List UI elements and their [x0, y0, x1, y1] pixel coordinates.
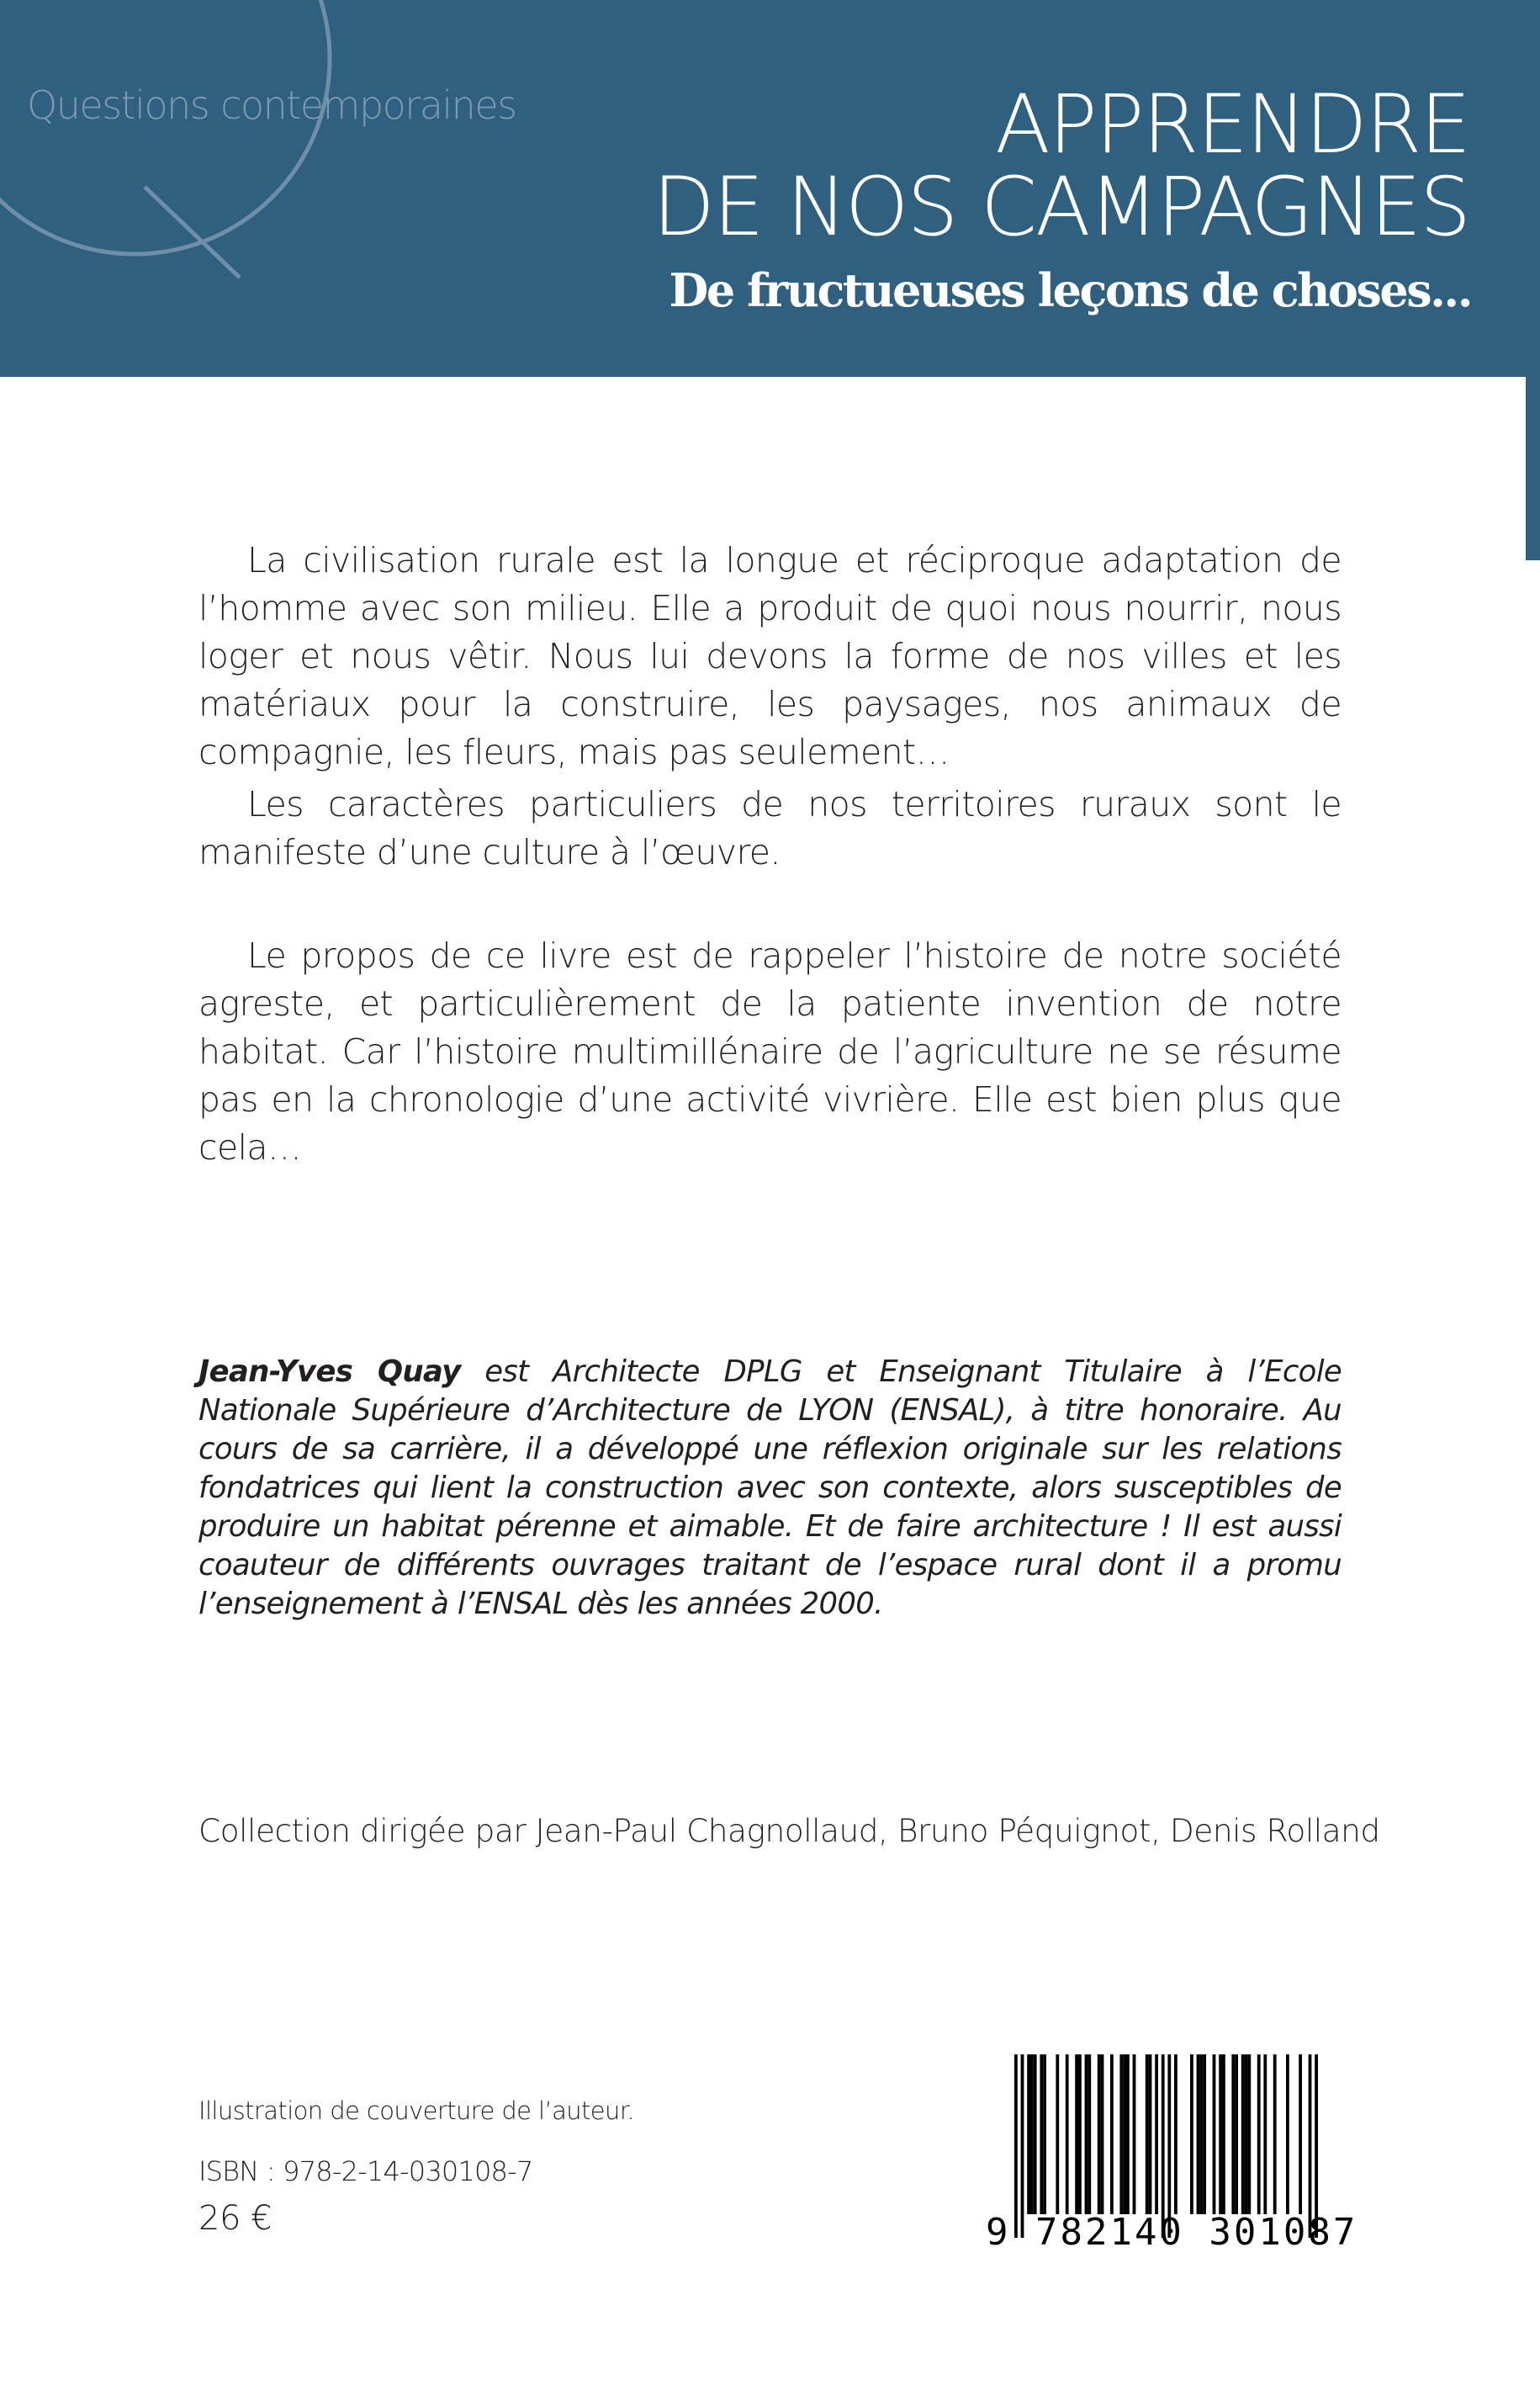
barcode-bar: [1133, 2054, 1136, 2214]
barcode-bar: [1245, 2054, 1248, 2214]
barcode-bar: [1286, 2054, 1289, 2214]
series-name: [27, 82, 516, 128]
barcode-bar: [1203, 2054, 1206, 2214]
barcode-bar: [1299, 2054, 1302, 2214]
author-name: Jean-Yves Quay: [198, 1354, 461, 1389]
series-name-part1: Questions: [27, 82, 209, 128]
barcode-bar: [1056, 2054, 1059, 2214]
book-title-line1: APPRENDRE: [995, 77, 1469, 172]
book-title-line2: DE NOS CAMPAGNES: [653, 160, 1469, 254]
barcode-bar: [1034, 2054, 1037, 2214]
series-name-part2: contemporaines: [220, 82, 516, 128]
barcode: [986, 2048, 1358, 2254]
barcode-bar: [1119, 2054, 1123, 2214]
barcode-bar: [1088, 2054, 1091, 2214]
barcode-bar: [1155, 2054, 1158, 2214]
barcode-bar: [1199, 2054, 1203, 2214]
author-bio-text: est Architecte DPLG et Enseignant Titulaire à l’Ecole Nationale Supérieure d’Architecture de LYON (ENSAL), à titre honoraire. Au cours de sa carrière, il a développé une réflexion originale sur les relations fondatrices qui lient la construction avec son contexte, alors susceptibles de produire un habitat pérenne et aimable. Et de faire architecture ! Il est aussi coauteur de différents ouvrages traitant de l’espace rural dont il a promu l’enseignement à l’ENSAL dès les années 2000.: [198, 1354, 1342, 1621]
barcode-bar: [1197, 2054, 1200, 2214]
barcode-bar: [1110, 2054, 1114, 2214]
barcode-bar: [1027, 2054, 1030, 2214]
barcode-bar: [1123, 2054, 1126, 2214]
barcode-bar: [1146, 2054, 1149, 2214]
blurb-paragraph-2: Les caractères particuliers de nos territoires ruraux sont le manifeste d’une culture à l’œuvre.: [198, 784, 1342, 872]
barcode-bar: [1247, 2054, 1251, 2214]
barcode-bar: [1235, 2054, 1238, 2214]
barcode-bar: [1263, 2054, 1267, 2214]
author-bio: [198, 1353, 1342, 1624]
collection-editors: Collection dirigée par Jean-Paul Chagnollaud, Bruno Péquignot, Denis Rolland: [198, 1812, 1380, 1849]
barcode-bar: [1149, 2054, 1152, 2214]
barcode-bar: [1174, 2054, 1177, 2214]
header-band: [0, 0, 1540, 377]
illustration-credit: Illustration de couverture de l’auteur.: [198, 2096, 635, 2125]
barcode-bar: [1030, 2054, 1034, 2214]
barcode-bar: [1098, 2054, 1101, 2214]
barcode-bar: [1075, 2054, 1078, 2214]
barcode-bar: [1219, 2054, 1222, 2214]
barcode-bar: [1126, 2054, 1130, 2214]
barcode-bar: [1213, 2054, 1216, 2214]
isbn-text: ISBN : 978-2-14-030108-7: [198, 2155, 533, 2187]
barcode-bar: [1231, 2054, 1235, 2214]
barcode-bar: [1241, 2054, 1245, 2214]
barcode-bar: [1078, 2054, 1082, 2214]
book-subtitle: De fructueuses leçons de choses...: [669, 263, 1471, 317]
barcode-digits: 9 782140 301087: [986, 2211, 1358, 2254]
barcode-bar: [1043, 2054, 1046, 2214]
barcode-bar: [1085, 2054, 1088, 2214]
barcode-bar: [1273, 2054, 1277, 2214]
barcode-bar: [1040, 2054, 1043, 2214]
price-text: 26 €: [198, 2199, 273, 2238]
barcode-bar: [1066, 2054, 1069, 2214]
letter-q-outline-icon: [0, 0, 421, 311]
barcode-bar: [1101, 2054, 1104, 2214]
blurb-paragraph-3: Le propos de ce livre est de rappeler l’histoire de notre société agreste, et particulièrement de la patiente invention de notre habitat. Car l’histoire multimillénaire de l’agriculture ne se résume pas en la chronologie d’une activité vivrière. Elle est bien plus que cela…: [198, 935, 1342, 1168]
barcode-bar: [1222, 2054, 1225, 2214]
barcode-bar: [1257, 2054, 1261, 2214]
barcode-bar: [1190, 2054, 1193, 2214]
spine-edge-mark: [1526, 377, 1540, 560]
blurb-paragraph-1: La civilisation rurale est la longue et réciproque adaptation de l’homme avec son milieu. Elle a produit de quoi nous nourrir, nous loger et nous vêtir. Nous lui devons la forme de nos villes et les matériaux pour la construire, les paysages, nos animaux de compagnie, les fleurs, mais pas seulement…: [198, 540, 1342, 772]
